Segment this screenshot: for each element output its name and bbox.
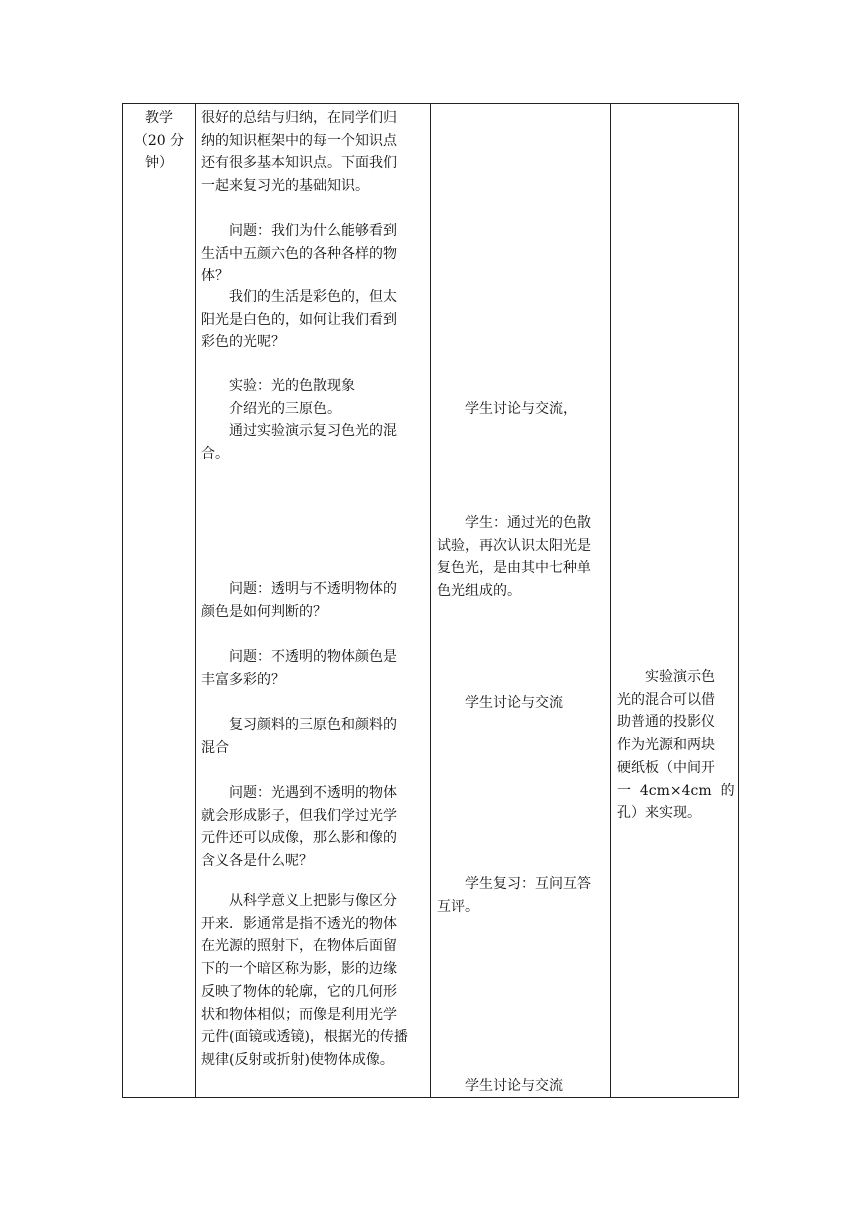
text-line: 在光源的照射下，在物体后面留 <box>201 938 397 955</box>
text-line: 颜色是如何判断的？ <box>201 603 327 620</box>
text-line: 问题：透明与不透明物体的 <box>229 581 397 597</box>
text-line: 学生讨论与交流 <box>465 1078 563 1094</box>
text-line: 一 4cm×4cm 的 <box>617 782 735 799</box>
text-line: 硬纸板（中间开 <box>617 759 715 776</box>
text-line: 就会形成影子，但我们学过光学 <box>201 807 397 824</box>
text-line: 还有很多基本知识点。下面我们 <box>201 155 397 172</box>
text-line: 学生复习：互问互答 <box>465 876 591 892</box>
text-line: 学生讨论与交流 <box>465 695 563 711</box>
text-line: 下的一个暗区称为影，影的边缘 <box>201 961 397 978</box>
question-5 <box>201 782 427 873</box>
pigment-review <box>201 714 427 759</box>
text-line: 作为光源和两块 <box>617 737 715 754</box>
student-activity-5 <box>437 1075 609 1098</box>
text-line: 规律(反射或折射)使物体成像。 <box>201 1051 394 1068</box>
question-4 <box>201 646 427 691</box>
text-line: 复习颜料的三原色和颜料的 <box>229 717 397 733</box>
text-line: 状和物体相似；而像是利用光学 <box>201 1006 397 1023</box>
text-line: 问题：我们为什么能够看到 <box>229 223 397 239</box>
text-line: 开来．影通常是指不透光的物体 <box>201 915 397 932</box>
text-line: 孔）来实现。 <box>617 805 701 822</box>
shadow-image-explanation <box>201 890 427 1072</box>
student-activity-1 <box>437 398 609 421</box>
text-line: 含义各是什么呢？ <box>201 853 313 870</box>
teacher-activity-cell <box>201 107 427 198</box>
text-line: 实验：光的色散现象 <box>229 378 355 394</box>
text-line: 很好的总结与归纳，在同学们归 <box>201 110 397 126</box>
design-note-cell <box>617 666 735 825</box>
text-line: 彩色的光呢？ <box>201 334 285 351</box>
text-line: 反映了物体的轮廓，它的几何形 <box>201 983 397 1000</box>
student-activity-3 <box>437 692 609 715</box>
text-line: 学生：通过光的色散 <box>465 515 591 531</box>
text-line: 通过实验演示复习色光的混 <box>229 423 397 440</box>
question-3 <box>201 578 427 623</box>
text-line: 一起来复习光的基础知识。 <box>201 178 369 195</box>
experiment-block <box>201 375 427 466</box>
text-line: 从科学意义上把影与像区分 <box>229 893 397 909</box>
text-line: 纳的知识框架中的每一个知识点 <box>201 132 397 149</box>
text-line: 学生讨论与交流， <box>465 401 577 417</box>
text-line: 混合 <box>201 739 229 756</box>
stage-cell <box>124 107 194 175</box>
stage-label: 教学 <box>145 110 173 126</box>
question-2 <box>201 286 427 354</box>
text-line: 问题：不透明的物体颜色是 <box>229 649 397 665</box>
text-line: 复色光，是由其中七种单 <box>437 560 591 577</box>
text-line: 色光组成的。 <box>437 583 521 600</box>
text-line: 问题：光遇到不透明的物体 <box>229 785 397 801</box>
student-activity-4 <box>437 873 609 918</box>
student-activity-2 <box>437 512 609 603</box>
text-line: 元件(面镜或透镜)，根据光的传播 <box>201 1029 408 1046</box>
stage-duration: （20 分 <box>133 132 185 149</box>
column-divider <box>195 104 196 1097</box>
text-line: 生活中五颜六色的各种各样的物 <box>201 245 397 262</box>
text-line: 体？ <box>201 268 229 285</box>
text-line: 我们的生活是彩色的，但太 <box>229 289 397 305</box>
text-line: 丰富多彩的？ <box>201 671 285 688</box>
text-line: 阳光是白色的，如何让我们看到 <box>201 311 397 328</box>
text-line: 光的混合可以借 <box>617 691 715 708</box>
stage-duration-unit: 钟） <box>145 155 173 172</box>
text-line: 助普通的投影仪 <box>617 714 715 731</box>
column-divider <box>430 104 431 1097</box>
text-line: 介绍光的三原色。 <box>229 400 341 417</box>
text-line: 试验，再次认识太阳光是 <box>437 537 591 554</box>
question-1 <box>201 220 427 288</box>
text-line: 实验演示色 <box>645 669 715 685</box>
text-line: 合。 <box>201 446 229 463</box>
text-line: 元件还可以成像，那么影和像的 <box>201 830 397 847</box>
column-divider <box>610 104 611 1097</box>
text-line: 互评。 <box>437 898 479 915</box>
